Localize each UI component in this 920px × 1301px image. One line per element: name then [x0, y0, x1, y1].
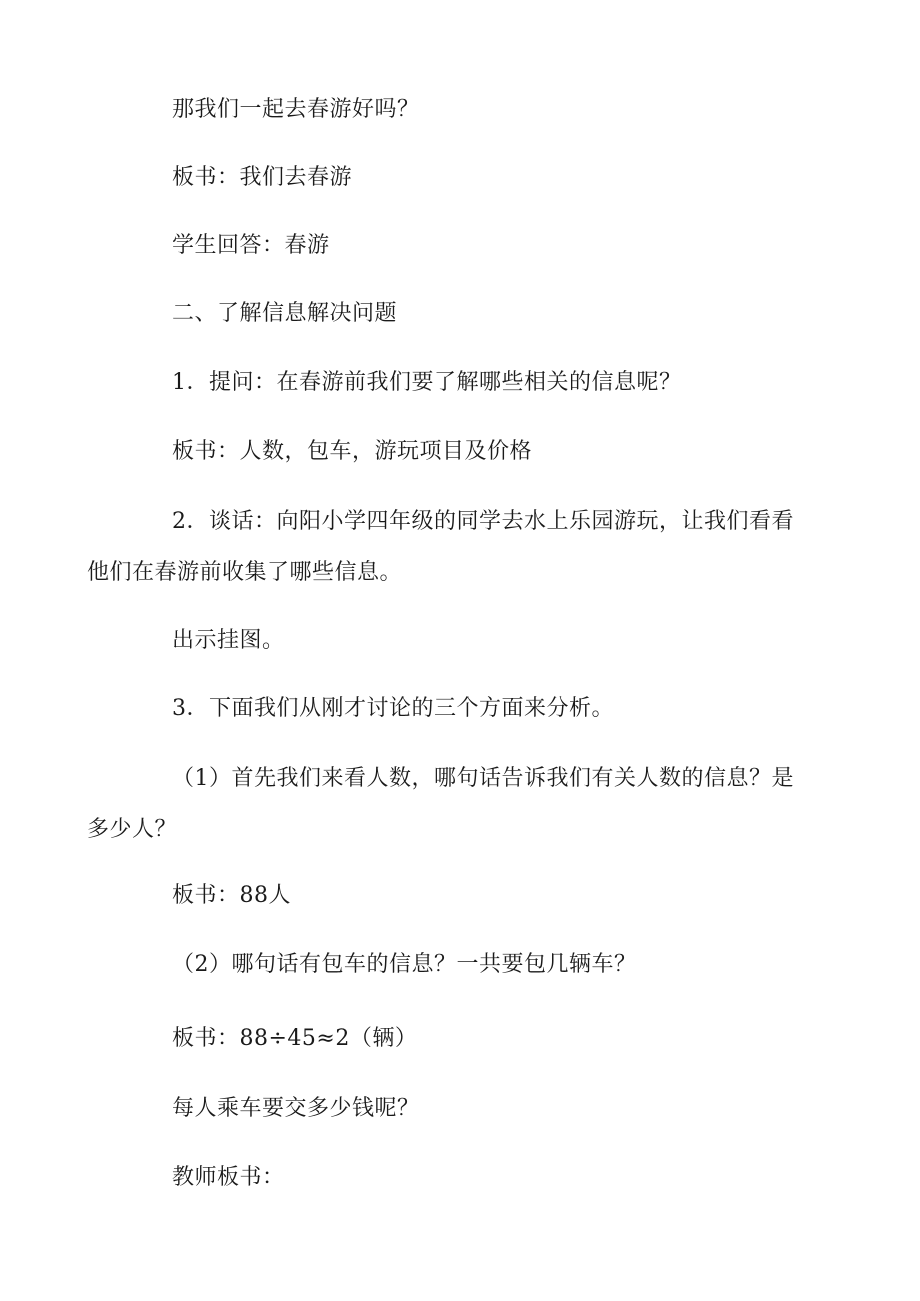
paragraph-line: 板书：人数，包车，游玩项目及价格 — [172, 439, 533, 464]
paragraph-line: 3．下面我们从刚才讨论的三个方面来分析。 — [172, 696, 614, 721]
paragraph-line: 多少人？ — [87, 817, 178, 842]
paragraph-line: 那我们一起去春游好吗？ — [172, 97, 420, 122]
paragraph-line: 板书：我们去春游 — [172, 165, 353, 190]
section-heading: 二、了解信息解决问题 — [172, 301, 398, 326]
paragraph-line: 他们在春游前收集了哪些信息。 — [87, 560, 403, 585]
paragraph-line: 板书：88÷45≈2（辆） — [172, 1026, 418, 1051]
paragraph-line: 教师板书： — [172, 1165, 285, 1190]
paragraph-line: （2）哪句话有包车的信息？一共要包几辆车？ — [172, 952, 637, 977]
paragraph-line: 1．提问：在春游前我们要了解哪些相关的信息呢？ — [172, 370, 682, 395]
paragraph-line: （1）首先我们来看人数，哪句话告诉我们有关人数的信息？是 — [172, 766, 794, 791]
paragraph-line: 每人乘车要交多少钱呢？ — [172, 1096, 420, 1121]
paragraph-line: 学生回答：春游 — [172, 233, 330, 258]
paragraph-line: 2．谈话：向阳小学四年级的同学去水上乐园游玩，让我们看看 — [172, 509, 794, 534]
paragraph-line: 出示挂图。 — [172, 628, 285, 653]
paragraph-line: 板书：88人 — [172, 883, 291, 908]
